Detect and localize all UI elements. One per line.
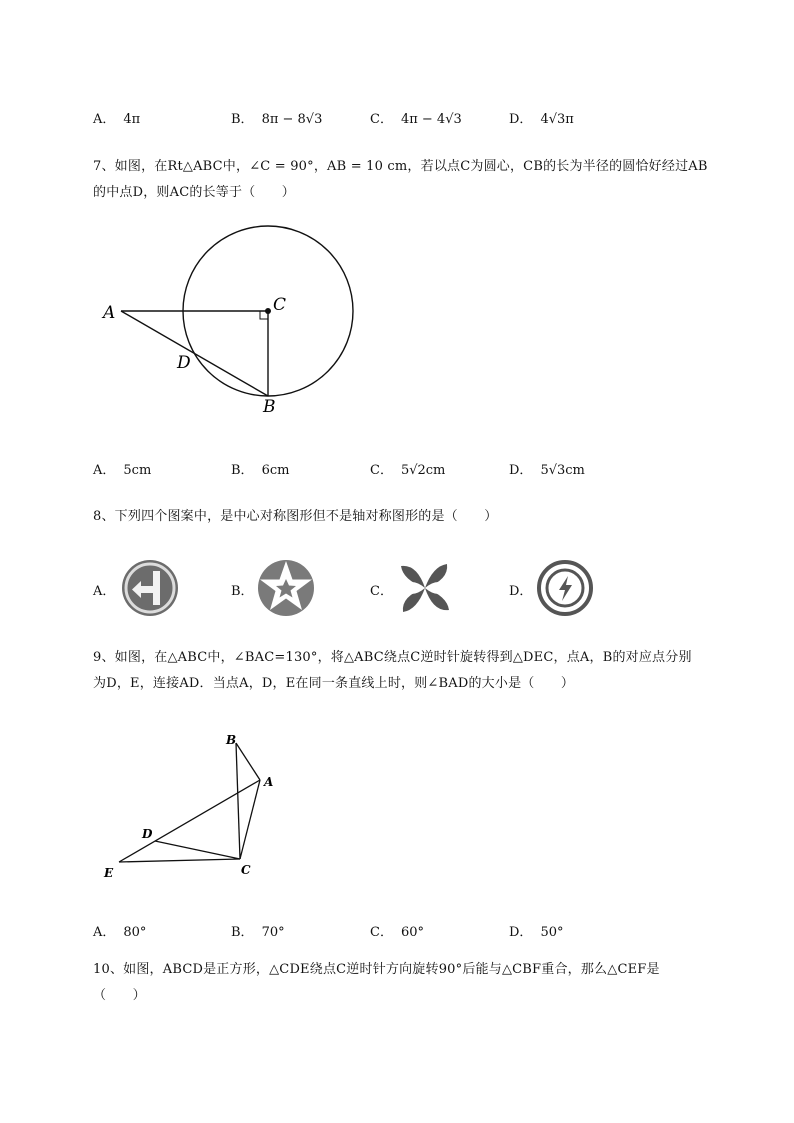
q9-figure	[100, 730, 280, 880]
option-text: 8π − 8√3	[261, 112, 323, 127]
option-label: B．	[231, 584, 254, 599]
q9-stem-line2: 为D，E，连接AD．当点A，D，E在同一条直线上时，则∠BAD的大小是（ ）	[93, 676, 575, 691]
q9-option-b	[231, 921, 285, 940]
option-label: D．	[509, 112, 533, 127]
option-label: A．	[93, 925, 116, 940]
segment-dc	[155, 841, 240, 859]
option-label: A．	[93, 112, 116, 127]
option-text: 5cm	[123, 463, 152, 478]
q6-option-b	[231, 108, 322, 127]
q7-figure	[95, 220, 365, 420]
label-a: A	[103, 303, 116, 323]
q7-stem-line1: 7、如图，在Rt△ABC中，∠C = 90°，AB = 10 cm，若以点C为圆心，CB的长为半径的圆恰好经过AB	[93, 159, 708, 174]
q7-option-d	[509, 459, 585, 478]
option-text: 5√2cm	[400, 463, 446, 478]
q7-option-c	[370, 459, 445, 478]
q6-option-a	[93, 108, 140, 127]
segment-ac	[240, 780, 260, 859]
option-text: 4π	[123, 112, 141, 127]
q9-stem-line1: 9、如图，在△ABC中，∠BAC=130°，将△ABC绕点C逆时针旋转得到△DEC，点A，B的对应点分别	[93, 650, 692, 665]
option-text: 4π − 4√3	[400, 112, 462, 127]
q7-stem-line2: 的中点D，则AC的长等于（ ）	[93, 185, 295, 200]
center-point	[265, 308, 271, 314]
option-label: A．	[93, 463, 116, 478]
option-label: D．	[509, 463, 533, 478]
option-text: 50°	[540, 925, 564, 940]
option-label: D．	[509, 925, 533, 940]
lightning-circle-icon	[535, 558, 595, 618]
segment-ec	[119, 859, 240, 862]
q10-stem-line1: 10、如图，ABCD是正方形，△CDE绕点C逆时针方向旋转90°后能与△CBF重合，那么△CEF是	[93, 962, 660, 977]
q7-option-b	[231, 459, 289, 478]
q9-option-c	[370, 921, 424, 940]
segment-bc	[236, 743, 240, 859]
option-text: 4√3π	[540, 112, 574, 127]
option-label: C．	[370, 112, 393, 127]
label-e: E	[104, 866, 114, 880]
label-b: B	[263, 397, 276, 417]
option-label: A．	[93, 584, 116, 599]
q10-stem-line2: （ ）	[93, 988, 146, 1003]
option-label: B．	[231, 925, 254, 940]
label-a: A	[264, 775, 274, 789]
label-d: D	[177, 353, 191, 373]
label-d: D	[142, 827, 153, 841]
label-b: B	[226, 733, 237, 747]
four-petal-icon	[395, 558, 455, 618]
q9-option-d	[509, 921, 563, 940]
q9-option-a	[93, 921, 146, 940]
star-circle-icon	[256, 558, 316, 618]
segment-ba	[236, 743, 260, 780]
q8-stem-line1: 8、下列四个图案中，是中心对称图形但不是轴对称图形的是（ ）	[93, 509, 498, 524]
option-label: D．	[509, 584, 533, 599]
turn-sign-icon	[120, 558, 180, 618]
q6-option-d	[509, 108, 574, 127]
option-text: 70°	[261, 925, 285, 940]
label-c: C	[273, 295, 287, 315]
option-label: C．	[370, 463, 393, 478]
label-c: C	[241, 863, 251, 877]
option-text: 6cm	[261, 463, 290, 478]
option-text: 60°	[400, 925, 424, 940]
option-label: C．	[370, 925, 393, 940]
option-label: C．	[370, 584, 393, 599]
option-text: 5√3cm	[540, 463, 585, 478]
q7-option-a	[93, 459, 151, 478]
q8-option-a	[93, 560, 123, 599]
option-text: 80°	[123, 925, 147, 940]
option-label: B．	[231, 112, 254, 127]
segment-ab	[121, 311, 268, 396]
q6-option-c	[370, 108, 462, 127]
option-label: B．	[231, 463, 254, 478]
